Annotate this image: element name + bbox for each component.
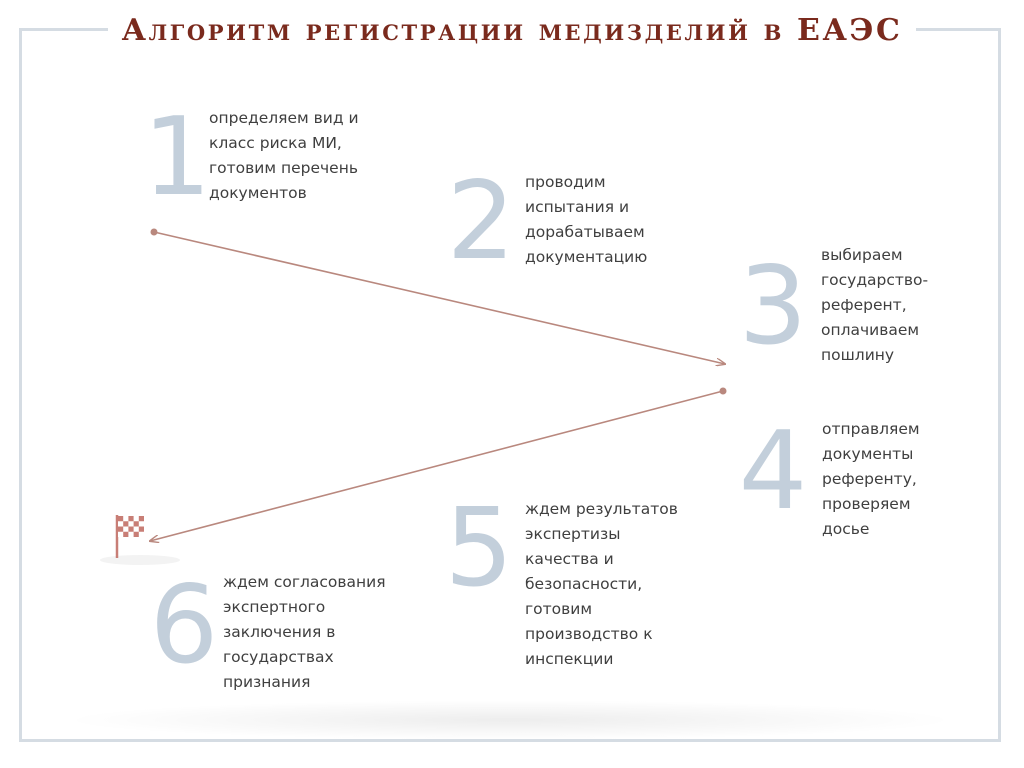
step-2-text: проводим испытания и дорабатываем документацию [525,173,648,266]
page-title: Алгоритм регистрации медизделий в ЕАЭС [108,12,917,50]
step-4-text: отправляем документы референту, проверяем досье [822,420,920,538]
step-3-text: выбираем государство- референт, оплачиваем пошлину [821,246,929,364]
step-5-text: ждем результатов экспертизы качества и безопасности, готовим производство к инспекции [525,500,678,668]
step-2-number: 2 [446,159,516,284]
step-4-number: 4 [738,409,808,534]
step-6-text: ждем согласования экспертного заключения в государствах признания [223,573,386,691]
checkered-flag-icon [100,515,180,565]
step-1-number: 1 [142,95,212,220]
step-6-number: 6 [149,563,219,688]
step-1-text: определяем вид и класс риска МИ, готовим перечень документов [209,109,359,202]
step-3-number: 3 [738,244,808,369]
step-5-number: 5 [444,486,514,611]
